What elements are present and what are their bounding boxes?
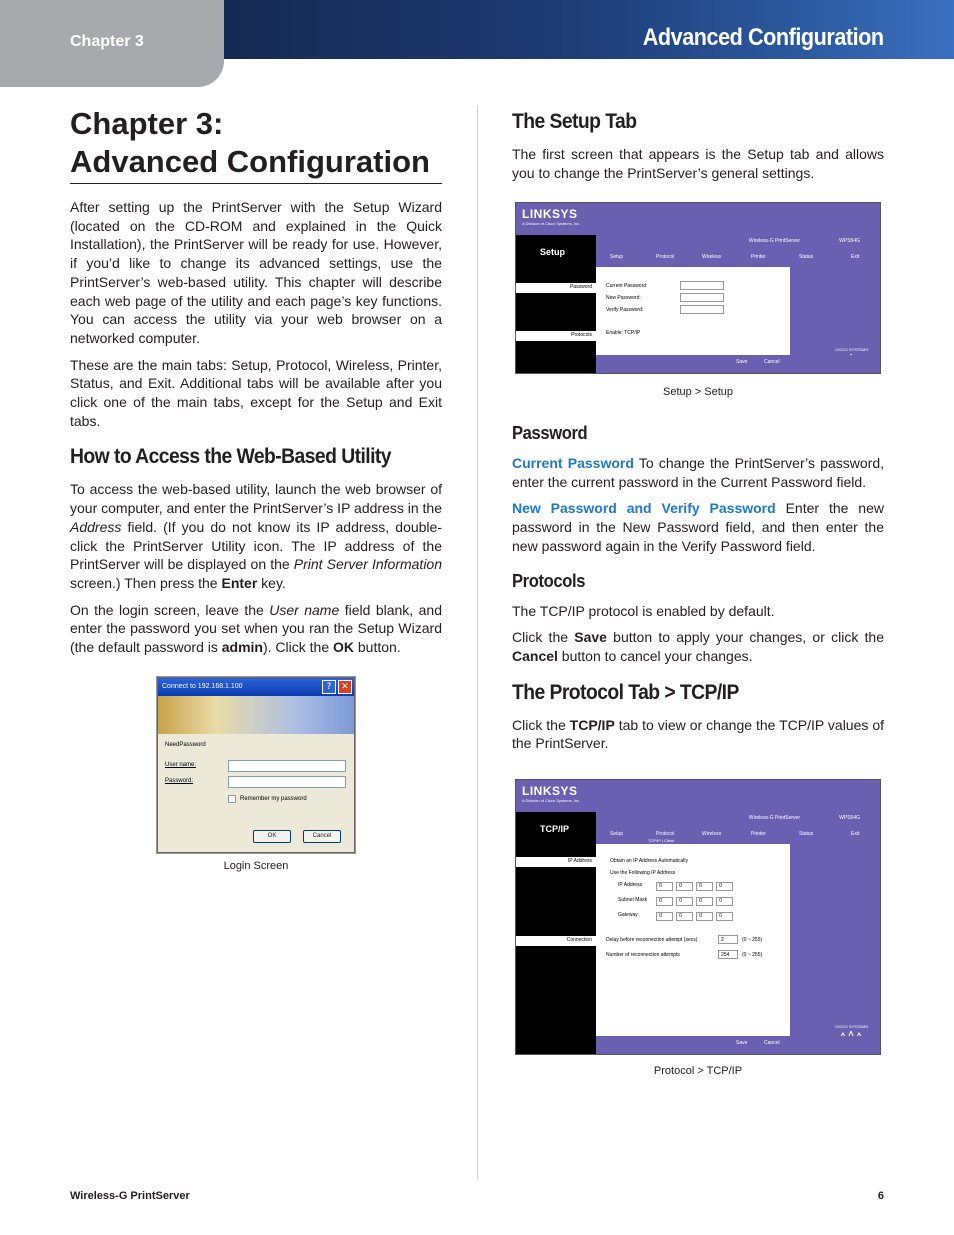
protocol-paragraph: Click the TCP/IP tab to view or change the TCP/IP values of the PrintServer. (512, 716, 884, 752)
shot-gateway-octet-3: 0 (696, 912, 713, 921)
section-password-label: Password (516, 283, 596, 293)
shot-ip-octet-2: 0 (676, 882, 693, 891)
shot-save-button: Save (736, 359, 748, 365)
shot-tab-setup: Setup (610, 831, 624, 837)
tcpip-screenshot (515, 779, 881, 1055)
setup-screenshot (515, 202, 881, 374)
login-screen-figure (157, 677, 355, 853)
shot-tab-wireless: Wireless (702, 254, 722, 260)
chapter-title-line2: Advanced Configuration (70, 144, 430, 179)
chapter-title (70, 105, 442, 184)
access-heading: How to Access the Web-Based Utility (70, 445, 392, 469)
shot-page-title: TCP/IP (540, 824, 570, 834)
shot-content (596, 844, 790, 1036)
login-cancel-button: Cancel (303, 830, 341, 843)
shot-ip-octet-1: 0 (656, 882, 673, 891)
section-ip-label: IP Address (516, 857, 596, 867)
page-number: 6 (877, 1190, 884, 1202)
shot-current-password-input (680, 281, 724, 290)
shot-ip-label: IP Address (618, 882, 643, 888)
shot-use-following-label: Use the Following IP Address (610, 870, 676, 876)
shot-right-panel (790, 844, 880, 1054)
intro-paragraph-2: These are the main tabs: Setup, Protocol, Wireless, Printer, Status, and Exit. Additional tabs will be available after you click one of the main tabs, except for the Setup and Exit tabs. (70, 356, 442, 429)
shot-tab-printer: Printer (751, 831, 766, 837)
remember-label: Remember my password (240, 796, 307, 802)
shot-gateway-octet-2: 0 (676, 912, 693, 921)
shot-cancel-button: Cancel (764, 359, 780, 365)
password-heading: Password (512, 423, 588, 443)
close-icon: ✕ (338, 680, 352, 694)
help-icon: ? (322, 680, 336, 694)
shot-tab-bar (596, 826, 880, 844)
linksys-logo: LINKSYS (522, 207, 578, 221)
shot-ip-octet-3: 0 (696, 882, 713, 891)
login-user-input (228, 760, 346, 772)
chapter-title-line1: Chapter 3: (70, 106, 224, 141)
shot-ip-octet-4: 0 (716, 882, 733, 891)
protocol-caption: Protocol > TCP/IP (653, 1065, 743, 1077)
shot-tab-setup: Setup (610, 254, 624, 260)
current-password-paragraph: Current Password To change the PrintServer’s password, enter the current password in the Current Password field. (512, 455, 884, 490)
shot-attempts-input: 254 (718, 950, 738, 959)
footer-product: Wireless-G PrintServer (70, 1190, 190, 1202)
shot-current-password-label: Current Password: (606, 283, 648, 289)
linksys-logo: LINKSYS (522, 784, 578, 798)
shot-delay-range: (0 ~ 255) (742, 937, 763, 943)
access-paragraph-1: To access the web-based utility, launch the web browser of your computer, and enter the PrintServer’s IP address in the Address field. (If you do not know its IP address, double-click the PrintServer Utility icon. The IP address of the PrintServer will be displayed on the Print Server Information screen.) Then press the Enter key. (70, 481, 442, 591)
shot-tab-wireless: Wireless (702, 831, 722, 837)
remember-checkbox (228, 795, 236, 803)
shot-tab-exit: Exit (851, 254, 860, 260)
new-password-paragraph: New Password and Verify Password Enter the new password in the New Password field, and then enter the new password again in the Verify Password field. (512, 500, 884, 554)
shot-top-bar (516, 203, 880, 235)
login-password-label: Password: (165, 778, 194, 784)
shot-obtain-radio-label: Obtain an IP Address Automatically (610, 858, 689, 864)
shot-new-password-label: New Password: (606, 295, 641, 301)
protocols-heading: Protocols (512, 570, 586, 591)
shot-left-panel (516, 235, 596, 373)
right-column (512, 105, 884, 190)
column-divider (477, 105, 478, 1180)
setup-paragraph: The first screen that appears is the Setup tab and allows you to change the PrintServer’s general settings. (512, 146, 884, 181)
shot-left-panel (516, 812, 596, 1054)
cisco-systems-label: CISCO SYSTEMS (835, 1024, 868, 1029)
login-password-input (228, 776, 346, 788)
shot-gateway-octet-1: 0 (656, 912, 673, 921)
shot-cancel-button: Cancel (764, 1040, 780, 1046)
login-user-label: User name: (165, 762, 197, 768)
cisco-systems-label: CISCO SYSTEMS (835, 347, 868, 352)
shot-model: WPS54G (839, 238, 860, 244)
section-title: Advanced Configuration (643, 24, 884, 51)
save-paragraph: Click the Save button to apply your changes, or click the Cancel button to cancel your changes. (512, 629, 884, 664)
linksys-logo-sub: A Division of Cisco Systems, Inc. (522, 221, 581, 226)
shot-tab-protocol: Protocol (656, 254, 675, 260)
shot-tab-status: Status (799, 831, 814, 837)
shot-tab-bar (596, 249, 880, 267)
shot-product-bar (596, 812, 880, 826)
shot-content (596, 267, 790, 355)
shot-tab-printer: Printer (751, 254, 766, 260)
shot-attempts-label: Number of reconnection attempts (606, 952, 680, 958)
shot-delay-input: 2 (718, 935, 738, 944)
setup-heading: The Setup Tab (512, 110, 637, 133)
shot-enable-label: Enable: TCP/IP (606, 330, 641, 336)
setup-caption: Setup > Setup (662, 386, 734, 398)
login-banner-image (158, 696, 354, 734)
access-paragraph-2: On the login screen, leave the User name field blank, and enter the password you set when you ran the Setup Wizard (the default password is admin). Click the OK button. (70, 601, 442, 656)
shot-new-password-input (680, 293, 724, 302)
shot-tab-exit: Exit (851, 831, 860, 837)
chapter-tab-label: Chapter 3 (70, 33, 144, 50)
login-ok-button: OK (253, 830, 291, 843)
shot-mask-octet-4: 0 (716, 897, 733, 906)
login-caption: Login Screen (223, 860, 289, 872)
shot-verify-password-label: Verify Password: (606, 307, 644, 313)
shot-page-title: Setup (540, 247, 566, 257)
shot-subtabs: TCP/IP | Client (648, 838, 675, 843)
shot-product-name: Wireless-G PrintServer (748, 815, 800, 821)
section-connection-label: Connection (516, 936, 596, 946)
shot-gateway-octet-4: 0 (716, 912, 733, 921)
shot-save-button: Save (736, 1040, 748, 1046)
linksys-logo-sub: A Division of Cisco Systems, Inc. (522, 798, 581, 803)
shot-model: WPS54G (839, 815, 860, 821)
shot-footer (596, 1036, 880, 1054)
shot-tab-status: Status (799, 254, 814, 260)
shot-mask-octet-1: 0 (656, 897, 673, 906)
shot-product-bar (596, 235, 880, 249)
login-titlebar: Connect to 192.168.1.100 (158, 678, 354, 696)
intro-paragraph-1: After setting up the PrintServer with the Setup Wizard (located on the CD-ROM and explained in the Quick Installation), the PrintServer will be ready for use. However, if you’d like to change its advanced settings, use the PrintServer’s web-based utility. This chapter will describe each web page of the utility and each page’s key functions. You can access the utility via your web browser on a networked computer. (70, 199, 442, 346)
protocol-tab-heading: The Protocol Tab > TCP/IP (512, 680, 739, 704)
shot-top-bar (516, 780, 880, 812)
shot-mask-label: Subnet Mask (618, 897, 648, 903)
shot-delay-label: Delay before reconnection attempt (secs) (606, 937, 698, 943)
section-protocols-label: Protocols (516, 331, 596, 341)
shot-verify-password-input (680, 305, 724, 314)
shot-footer (596, 355, 880, 373)
shot-product-name: Wireless-G PrintServer (748, 238, 800, 244)
shot-tab-protocol: Protocol (656, 831, 675, 837)
password-section (512, 418, 884, 761)
login-realm: NeedPassword (165, 742, 206, 748)
protocols-paragraph: The TCP/IP protocol is enabled by default. (512, 602, 775, 619)
shot-gateway-label: Gateway (618, 912, 638, 918)
left-column (70, 105, 442, 665)
shot-mask-octet-3: 0 (696, 897, 713, 906)
shot-attempts-range: (0 ~ 255) (742, 952, 763, 958)
shot-mask-octet-2: 0 (676, 897, 693, 906)
